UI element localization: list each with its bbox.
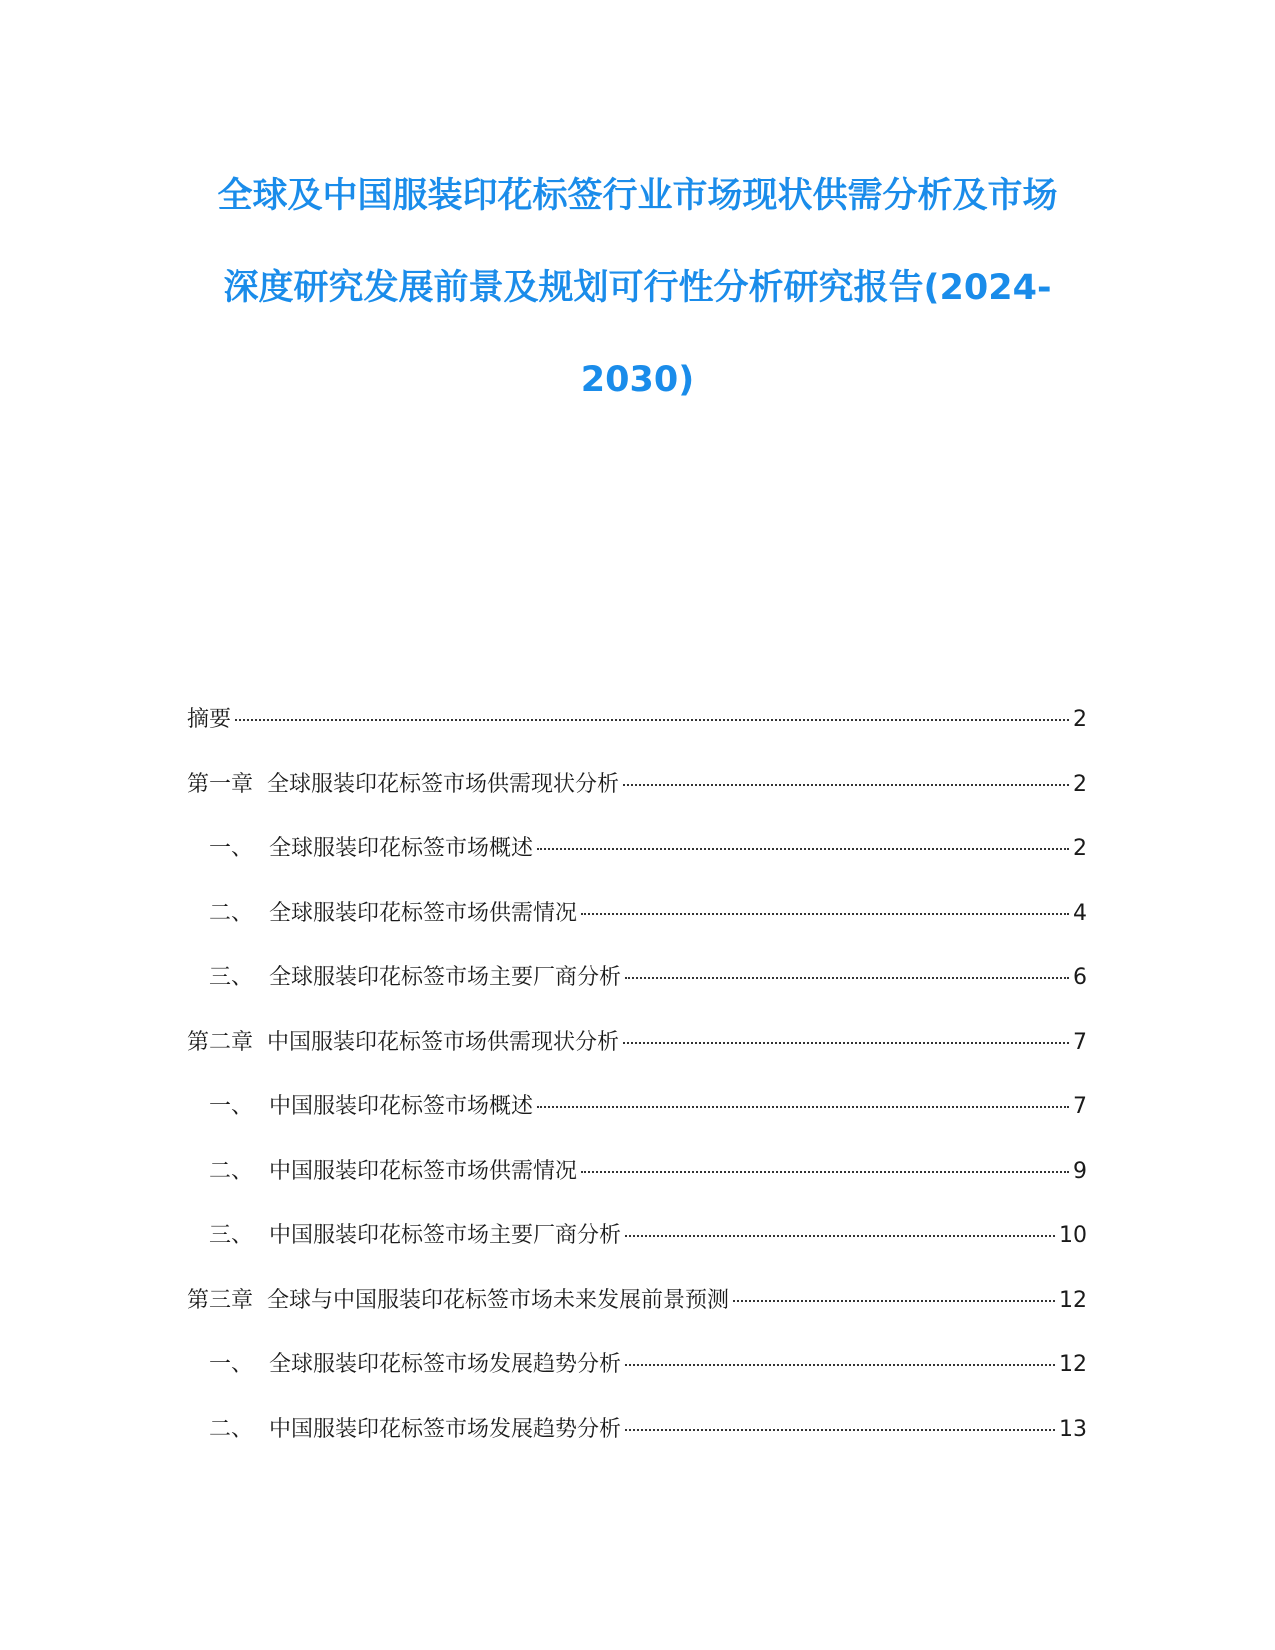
toc-dot-leader <box>623 1042 1069 1044</box>
toc-entry-number: 二、 <box>209 900 254 926</box>
toc-entry[interactable] <box>187 767 1087 832</box>
toc-entry-page: 4 <box>1073 900 1087 926</box>
title-line-2: 深度研究发展前景及规划可行性分析研究报告(2024- <box>223 268 1052 308</box>
toc-entry-page: 2 <box>1073 771 1087 797</box>
toc-dot-leader <box>625 1364 1055 1366</box>
toc-dot-leader <box>625 1235 1055 1237</box>
toc-entry-number: 第二章 <box>187 1029 254 1055</box>
toc-dot-leader <box>733 1300 1055 1302</box>
toc-entry-title: 中国服装印花标签市场供需情况 <box>269 1158 578 1184</box>
toc-dot-leader <box>537 848 1069 850</box>
toc-entry-number: 三、 <box>209 1223 254 1248</box>
toc-entry-number: 一、 <box>209 1352 254 1377</box>
toc-entry[interactable] <box>187 831 1087 896</box>
toc-entry[interactable] <box>187 1283 1087 1348</box>
toc-entry-title: 全球服装印花标签市场主要厂商分析 <box>269 965 622 990</box>
toc-entry-title: 全球服装印花标签市场供需情况 <box>269 900 578 926</box>
toc-dot-leader <box>623 784 1069 786</box>
toc-entry[interactable] <box>187 1347 1087 1412</box>
toc-entry-number: 第三章 <box>187 1287 254 1313</box>
toc-entry-page: 12 <box>1059 1287 1087 1313</box>
toc-dot-leader <box>625 1429 1055 1431</box>
toc-entry-label <box>187 1283 729 1314</box>
toc-dot-leader <box>581 1171 1069 1173</box>
toc-entry-label <box>187 1218 621 1249</box>
toc-entry-page: 13 <box>1059 1416 1087 1442</box>
toc-entry-title: 摘要 <box>187 707 232 732</box>
toc-entry-number: 一、 <box>209 836 254 861</box>
toc-entry[interactable] <box>187 960 1087 1025</box>
toc-entry[interactable] <box>187 1412 1087 1477</box>
toc-dot-leader <box>235 719 1069 721</box>
toc-entry-page: 12 <box>1059 1352 1087 1377</box>
toc-entry-title: 全球服装印花标签市场发展趋势分析 <box>269 1352 622 1377</box>
toc-entry-page: 2 <box>1073 836 1087 861</box>
toc-entry-page: 6 <box>1073 965 1087 990</box>
toc-entry-label <box>187 831 533 862</box>
toc-entry[interactable] <box>187 702 1087 767</box>
toc-entry-number: 三、 <box>209 965 254 990</box>
table-of-contents <box>187 702 1087 1476</box>
toc-entry-title: 中国服装印花标签市场主要厂商分析 <box>269 1223 622 1248</box>
toc-entry-page: 9 <box>1073 1158 1087 1184</box>
toc-dot-leader <box>625 977 1069 979</box>
toc-entry[interactable] <box>187 1089 1087 1154</box>
toc-entry-page: 10 <box>1059 1223 1087 1248</box>
toc-entry-number: 第一章 <box>187 771 254 797</box>
toc-entry-label <box>187 767 619 798</box>
toc-entry-title: 中国服装印花标签市场发展趋势分析 <box>269 1416 622 1442</box>
toc-dot-leader <box>537 1106 1069 1108</box>
toc-entry-label <box>187 1154 577 1185</box>
toc-entry[interactable] <box>187 1154 1087 1219</box>
toc-entry-title: 全球服装印花标签市场供需现状分析 <box>267 771 620 797</box>
toc-entry[interactable] <box>187 1218 1087 1283</box>
toc-entry-label <box>187 960 621 991</box>
toc-entry-label <box>187 1025 619 1056</box>
toc-entry-page: 7 <box>1073 1029 1087 1055</box>
toc-entry-title: 全球与中国服装印花标签市场未来发展前景预测 <box>267 1287 730 1313</box>
toc-entry-label <box>187 896 577 927</box>
toc-entry-label <box>187 1347 621 1378</box>
title-line-3: 2030) <box>580 360 695 400</box>
toc-entry[interactable] <box>187 1025 1087 1090</box>
toc-entry-number: 二、 <box>209 1158 254 1184</box>
toc-entry-number: 一、 <box>209 1094 254 1119</box>
toc-entry-label <box>187 1089 533 1120</box>
toc-entry-number: 二、 <box>209 1416 254 1442</box>
toc-entry-title: 中国服装印花标签市场概述 <box>269 1094 534 1119</box>
toc-entry-title: 全球服装印花标签市场概述 <box>269 836 534 861</box>
toc-entry[interactable] <box>187 896 1087 961</box>
toc-entry-label <box>187 1412 621 1443</box>
toc-dot-leader <box>581 913 1069 915</box>
toc-entry-page: 2 <box>1073 707 1087 732</box>
toc-entry-page: 7 <box>1073 1094 1087 1119</box>
toc-entry-title: 中国服装印花标签市场供需现状分析 <box>267 1029 620 1055</box>
title-line-1: 全球及中国服装印花标签行业市场现状供需分析及市场 <box>217 176 1058 216</box>
toc-entry-label <box>187 702 231 733</box>
document-title <box>0 150 1275 426</box>
